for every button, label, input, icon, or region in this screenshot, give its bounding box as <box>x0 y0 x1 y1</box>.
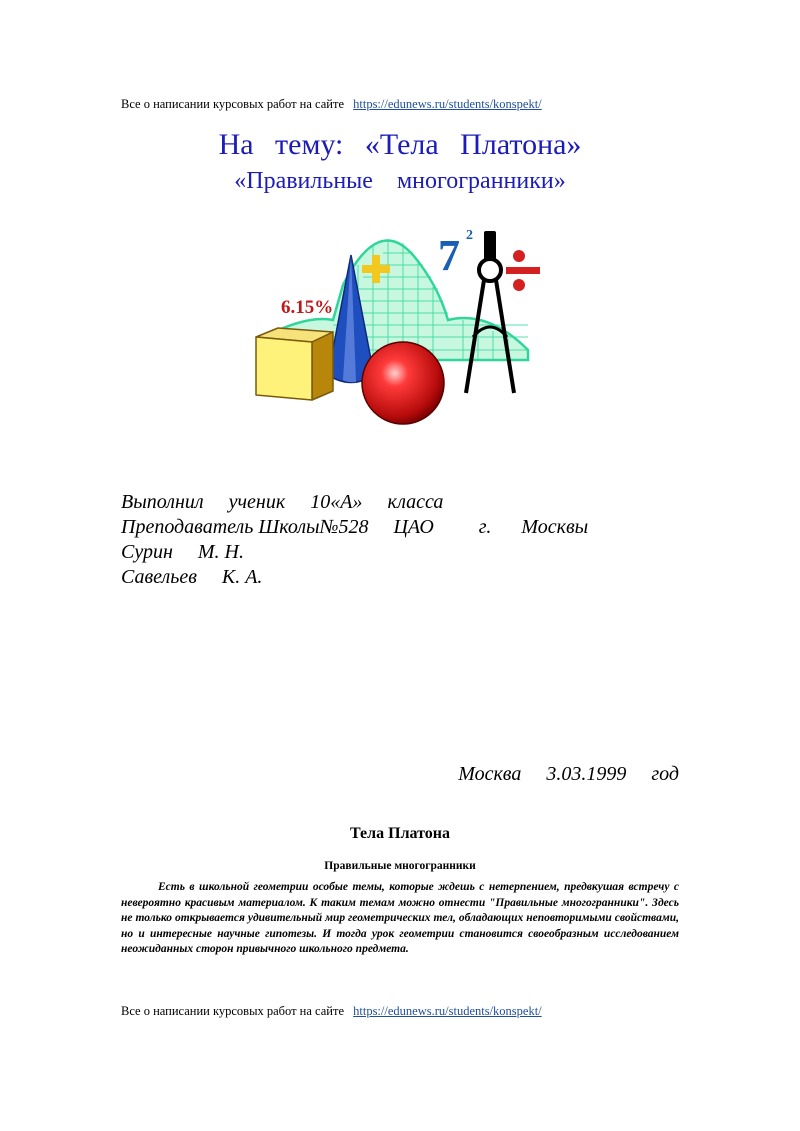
sphere-shape <box>362 342 444 424</box>
credits-line-1: Выполнил ученик 10«А» класса <box>121 491 444 513</box>
percent-label: 6.15% <box>281 297 334 318</box>
footer-text: Все о написании курсовых работ на сайте <box>121 1004 344 1018</box>
division-icon <box>506 250 540 291</box>
title-line-1: На тему: «Тела Платона» <box>218 128 582 161</box>
page-footer <box>121 1004 542 1019</box>
header-link[interactable]: https://edunews.ru/students/konspekt/ <box>353 97 542 111</box>
compass-icon <box>466 233 514 393</box>
place-date-line <box>458 763 679 786</box>
date-label: 3.03.1999 <box>546 763 627 785</box>
math-clipart-image <box>248 225 548 430</box>
credits-line-3: Сурин М. Н. <box>121 541 244 563</box>
city-label: Москва <box>458 763 522 785</box>
credits-line-2: Преподаватель Школы№528 ЦАО г. Москвы <box>121 516 589 538</box>
cube-shape <box>256 328 333 400</box>
title-line-2: «Правильные многогранники» <box>234 168 566 194</box>
page-header <box>121 97 542 112</box>
section-heading: Тела Платона <box>349 825 450 842</box>
credits-line-4: Савельев К. А. <box>121 566 263 588</box>
footer-link[interactable]: https://edunews.ru/students/konspekt/ <box>353 1004 542 1018</box>
superscript-label: 2 <box>466 228 473 243</box>
credits-block <box>121 490 588 590</box>
seven-label: 7 <box>438 231 460 280</box>
header-text: Все о написании курсовых работ на сайте <box>121 97 344 111</box>
section-subheading: Правильные многогранники <box>324 860 476 872</box>
abstract-paragraph: Есть в школьной геометрии особые темы, которые ждешь с нетерпением, предвкушая встречу с невероятно красивым материалом. К таким темам можно отнести "Правильные многогранники". Здесь не только открывается удивительный мир геометрических тел, обладающих неповторимыми свойствами, но и интересные научные гипотезы. И тогда урок геометрии становится своеобразным исследованием неожиданных сторон привычного школьного предмета. <box>121 881 679 956</box>
year-word-label: год <box>651 763 679 785</box>
